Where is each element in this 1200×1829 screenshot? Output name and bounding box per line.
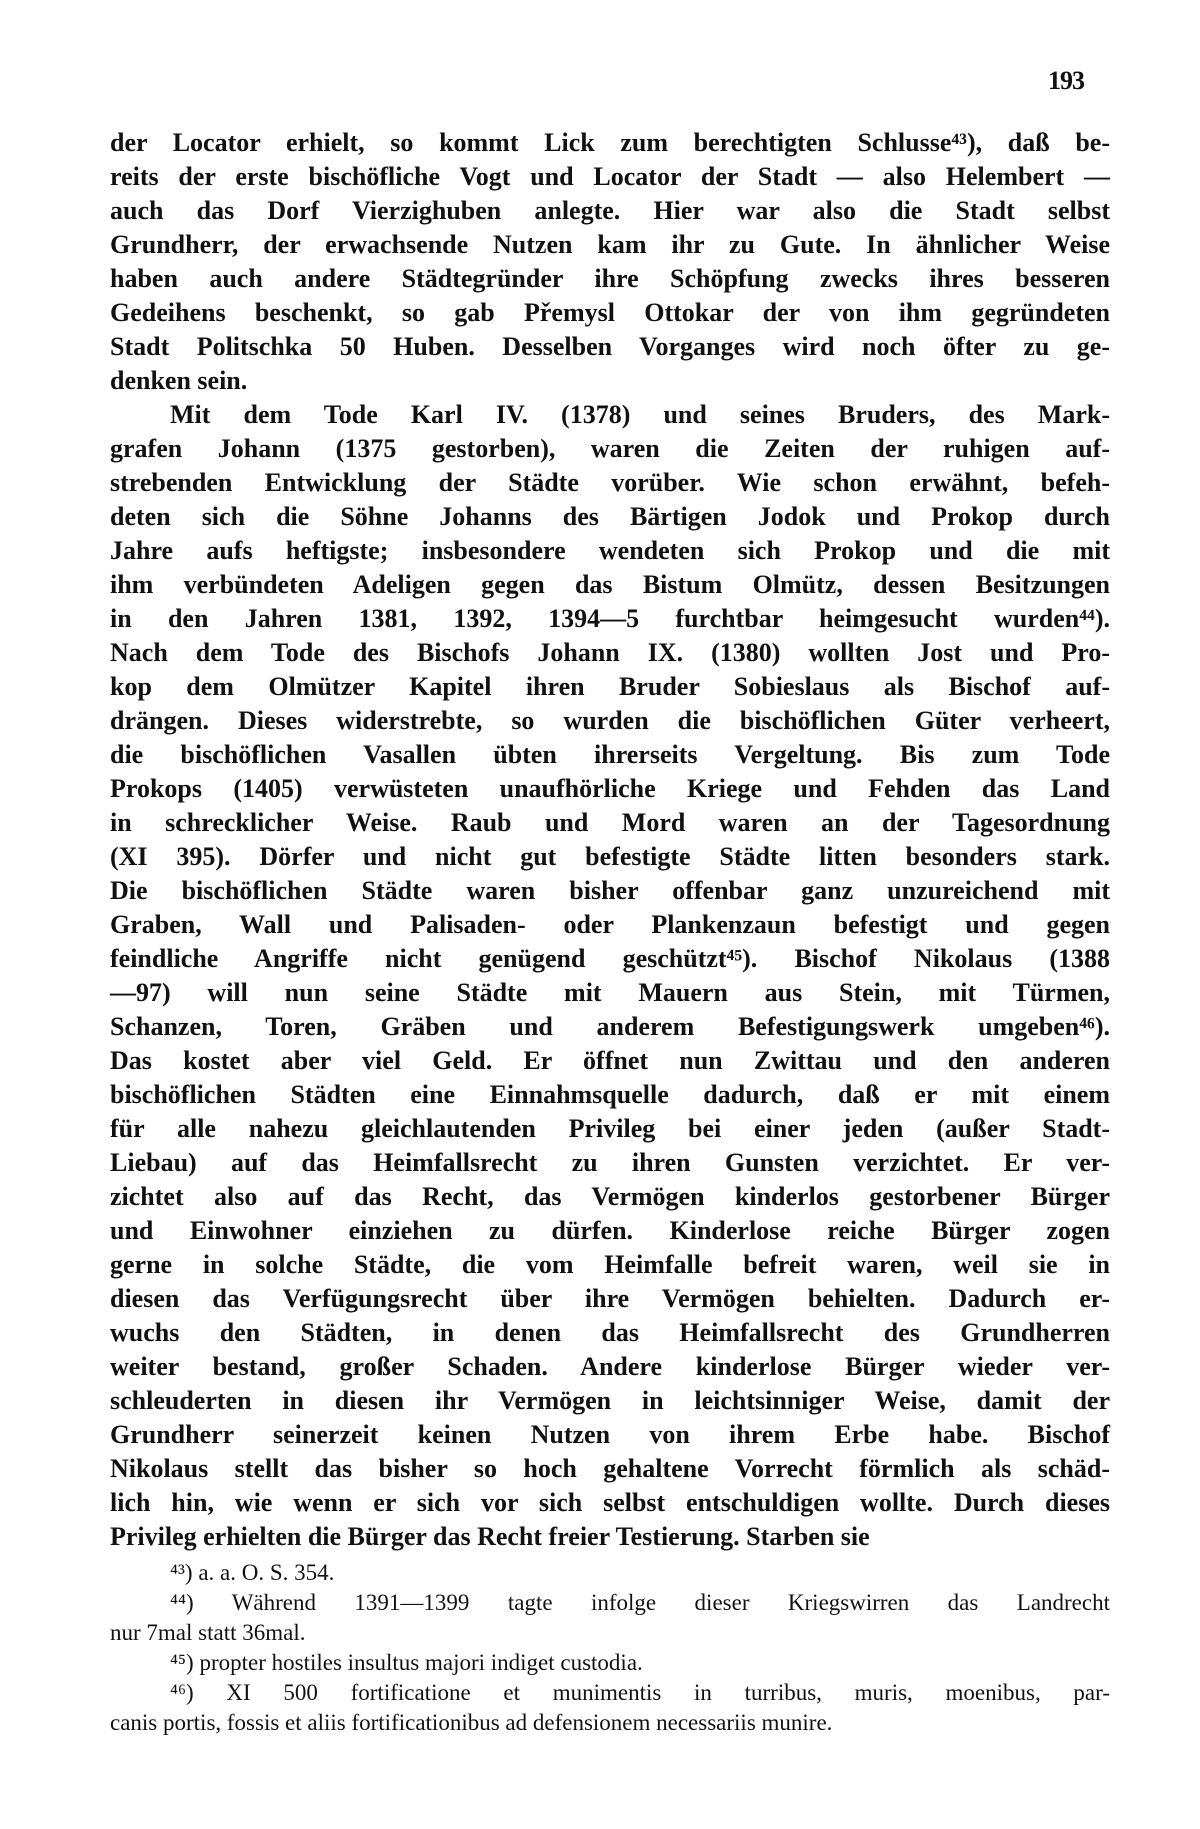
text-line: weiter bestand, großer Schaden. Andere kinderlose Bürger wieder ver- bbox=[110, 1352, 1110, 1381]
footnote-line: ⁴³) a. a. O. S. 354. bbox=[170, 1560, 335, 1585]
footnote-line: canis portis, fossis et aliis fortificationibus ad defensionem necessariis munire. bbox=[110, 1710, 833, 1735]
text-line: Graben, Wall und Palisaden- oder Plankenzaun befestigt und gegen bbox=[110, 910, 1110, 939]
footnote-line: nur 7mal statt 36mal. bbox=[110, 1620, 306, 1645]
text-line: in schrecklicher Weise. Raub und Mord waren an der Tagesordnung bbox=[110, 808, 1110, 837]
text-line: für alle nahezu gleichlautenden Privileg bei einer jeden (außer Stadt- bbox=[110, 1114, 1110, 1143]
text-line: Das kostet aber viel Geld. Er öffnet nun Zwittau und den anderen bbox=[110, 1046, 1110, 1075]
text-line: zichtet also auf das Recht, das Vermögen kinderlos gestorbener Bürger bbox=[110, 1182, 1110, 1211]
text-line: strebenden Entwicklung der Städte vorüber. Wie schon erwähnt, befeh- bbox=[110, 468, 1110, 497]
text-line: reits der erste bischöfliche Vogt und Locator der Stadt — also Helembert — bbox=[110, 162, 1110, 191]
text-line: Grundherr seinerzeit keinen Nutzen von ihrem Erbe habe. Bischof bbox=[110, 1420, 1110, 1449]
footnote-line: ⁴⁵) propter hostiles insultus majori indiget custodia. bbox=[170, 1650, 643, 1675]
text-line: Nach dem Tode des Bischofs Johann IX. (1380) wollten Jost und Pro- bbox=[110, 638, 1110, 667]
text-line: Liebau) auf das Heimfallsrecht zu ihren Gunsten verzichtet. Er ver- bbox=[110, 1148, 1110, 1177]
footnote-line: ⁴⁴) Während 1391—1399 tagte infolge dieser Kriegswirren das Landrecht bbox=[170, 1590, 1110, 1615]
text-line: der Locator erhielt, so kommt Lick zum berechtigten Schlusse⁴³), daß be- bbox=[110, 128, 1110, 157]
body-text bbox=[110, 128, 1110, 1556]
page-number: 193 bbox=[1048, 66, 1084, 95]
text-line: in den Jahren 1381, 1392, 1394—5 furchtbar heimgesucht wurden⁴⁴). bbox=[110, 604, 1110, 633]
text-line: (XI 395). Dörfer und nicht gut befestigte Städte litten besonders stark. bbox=[110, 842, 1110, 871]
text-line: gerne in solche Städte, die vom Heimfalle befreit waren, weil sie in bbox=[110, 1250, 1110, 1279]
text-line: Schanzen, Toren, Gräben und anderem Befestigungswerk umgeben⁴⁶). bbox=[110, 1012, 1110, 1041]
text-line: Nikolaus stellt das bisher so hoch gehaltene Vorrecht förmlich als schäd- bbox=[110, 1454, 1110, 1483]
text-line: drängen. Dieses widerstrebte, so wurden die bischöflichen Güter verheert, bbox=[110, 706, 1110, 735]
text-line: Grundherr, der erwachsende Nutzen kam ihr zu Gute. In ähnlicher Weise bbox=[110, 230, 1110, 259]
text-line: Prokops (1405) verwüsteten unaufhörliche Kriege und Fehden das Land bbox=[110, 774, 1110, 803]
footnote-line: ⁴⁶) XI 500 fortificatione et munimentis in turribus, muris, moenibus, par- bbox=[170, 1680, 1110, 1705]
text-line: —97) will nun seine Städte mit Mauern aus Stein, mit Türmen, bbox=[110, 978, 1110, 1007]
text-line: deten sich die Söhne Johanns des Bärtigen Jodok und Prokop durch bbox=[110, 502, 1110, 531]
text-line: die bischöflichen Vasallen übten ihrerseits Vergeltung. Bis zum Tode bbox=[110, 740, 1110, 769]
text-line: schleuderten in diesen ihr Vermögen in leichtsinniger Weise, damit der bbox=[110, 1386, 1110, 1415]
text-line: auch das Dorf Vierzighuben anlegte. Hier war also die Stadt selbst bbox=[110, 196, 1110, 225]
text-line: kop dem Olmützer Kapitel ihren Bruder Sobieslaus als Bischof auf- bbox=[110, 672, 1110, 701]
text-line: Gedeihens beschenkt, so gab Přemysl Ottokar der von ihm gegründeten bbox=[110, 298, 1110, 327]
text-line: lich hin, wie wenn er sich vor sich selbst entschuldigen wollte. Durch dieses bbox=[110, 1488, 1110, 1517]
text-line: denken sein. bbox=[110, 366, 248, 395]
text-line: Privileg erhielten die Bürger das Recht freier Testierung. Starben sie bbox=[110, 1522, 870, 1551]
text-line: Jahre aufs heftigste; insbesondere wendeten sich Prokop und die mit bbox=[110, 536, 1110, 565]
text-line: ihm verbündeten Adeligen gegen das Bistum Olmütz, dessen Besitzungen bbox=[110, 570, 1110, 599]
text-line: Mit dem Tode Karl IV. (1378) und seines Bruders, des Mark- bbox=[170, 400, 1110, 429]
text-line: bischöflichen Städten eine Einnahmsquelle dadurch, daß er mit einem bbox=[110, 1080, 1110, 1109]
text-line: und Einwohner einziehen zu dürfen. Kinderlose reiche Bürger zogen bbox=[110, 1216, 1110, 1245]
text-line: wuchs den Städten, in denen das Heimfallsrecht des Grundherren bbox=[110, 1318, 1110, 1347]
text-line: diesen das Verfügungsrecht über ihre Vermögen behielten. Dadurch er- bbox=[110, 1284, 1110, 1313]
text-line: Die bischöflichen Städte waren bisher offenbar ganz unzureichend mit bbox=[110, 876, 1110, 905]
text-line: Stadt Politschka 50 Huben. Desselben Vorganges wird noch öfter zu ge- bbox=[110, 332, 1110, 361]
text-line: grafen Johann (1375 gestorben), waren die Zeiten der ruhigen auf- bbox=[110, 434, 1110, 463]
text-line: haben auch andere Städtegründer ihre Schöpfung zwecks ihres besseren bbox=[110, 264, 1110, 293]
text-line: feindliche Angriffe nicht genügend geschützt⁴⁵). Bischof Nikolaus (1388 bbox=[110, 944, 1110, 973]
footnotes bbox=[110, 1560, 1110, 1740]
